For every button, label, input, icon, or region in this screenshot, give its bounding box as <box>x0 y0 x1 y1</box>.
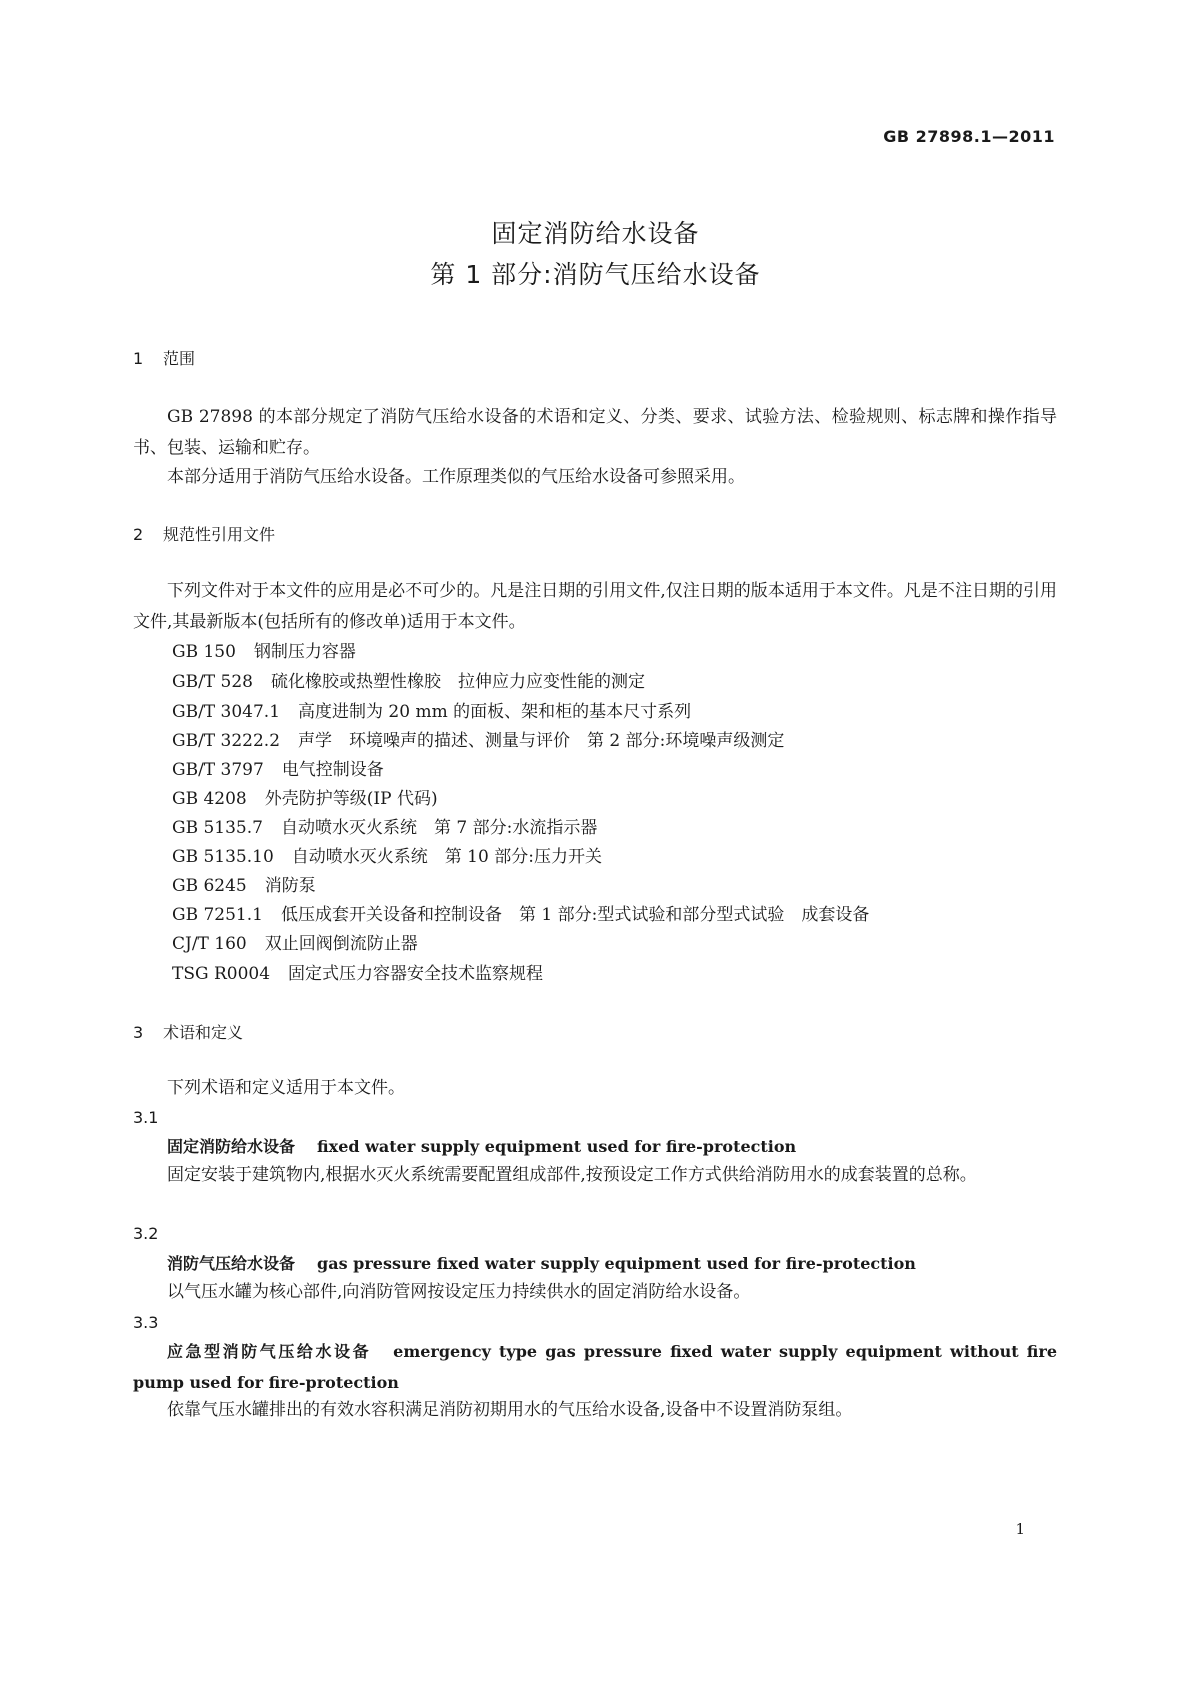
title-line-2: 第 1 部分:消防气压给水设备 <box>430 260 761 289</box>
term-title <box>133 1131 1057 1162</box>
reference-title: 高度进制为 20 mm 的面板、架和柜的基本尺寸系列 <box>298 702 692 722</box>
reference-item <box>172 755 384 780</box>
reference-item <box>172 929 418 954</box>
reference-title: 硫化橡胶或热塑性橡胶 拉伸应力应变性能的测定 <box>271 672 645 692</box>
page-number: 1 <box>1015 1520 1025 1538</box>
reference-title: 钢制压力容器 <box>253 642 356 662</box>
reference-title: 电气控制设备 <box>281 760 384 780</box>
reference-code: GB 6245 <box>172 876 247 896</box>
reference-title: 外壳防护等级(IP 代码) <box>264 789 438 809</box>
term-definition: 固定安装于建筑物内,根据水灭火系统需要配置组成部件,按预设定工作方式供给消防用水的成套装置的总称。 <box>167 1165 977 1185</box>
term-zh: 消防气压给水设备 <box>167 1254 296 1273</box>
section-title: 规范性引用文件 <box>163 525 276 544</box>
term-title <box>133 1248 1057 1279</box>
reference-title: 双止回阀倒流防止器 <box>264 934 418 954</box>
standard-code: GB 27898.1—2011 <box>883 127 1055 146</box>
reference-item <box>172 726 784 751</box>
reference-code: GB 4208 <box>172 789 247 809</box>
reference-item <box>172 959 543 984</box>
reference-item <box>172 813 597 838</box>
term-title <box>133 1336 1057 1398</box>
term-number: 3.3 <box>133 1313 159 1332</box>
section-number: 3 <box>133 1023 144 1042</box>
term-number: 3.1 <box>133 1108 159 1127</box>
reference-title: 固定式压力容器安全技术监察规程 <box>288 964 544 984</box>
reference-item <box>172 667 645 692</box>
scope-paragraph-1: GB 27898 的本部分规定了消防气压给水设备的术语和定义、分类、要求、试验方法、检验规则、标志牌和操作指导书、包装、运输和贮存。 <box>133 407 1057 458</box>
reference-title: 自动喷水灭火系统 第 10 部分:压力开关 <box>291 847 602 867</box>
reference-code: GB 5135.7 <box>172 818 263 838</box>
term-en: gas pressure fixed water supply equipment used for fire-protection <box>317 1254 916 1273</box>
title-line-1: 固定消防给水设备 <box>491 219 700 248</box>
scope-paragraph-2: 本部分适用于消防气压给水设备。工作原理类似的气压给水设备可参照采用。 <box>167 467 745 487</box>
terms-intro: 下列术语和定义适用于本文件。 <box>167 1078 405 1098</box>
term-zh: 应急型消防气压给水设备 <box>167 1342 372 1361</box>
reference-item <box>172 871 316 896</box>
reference-title: 声学 环境噪声的描述、测量与评价 第 2 部分:环境噪声级测定 <box>298 731 785 751</box>
reference-item <box>172 900 869 925</box>
reference-title: 低压成套开关设备和控制设备 第 1 部分:型式试验和部分型式试验 成套设备 <box>280 905 870 925</box>
section-title: 范围 <box>163 349 196 368</box>
term-en: fixed water supply equipment used for fire-protection <box>317 1137 797 1156</box>
section-3-heading <box>133 1020 243 1043</box>
reference-item <box>172 842 602 867</box>
reference-code: GB 5135.10 <box>172 847 274 867</box>
reference-code: CJ/T 160 <box>172 934 247 954</box>
term-en: emergency type gas pressure fixed water supply equipment without fire pump used for fire-protection <box>133 1342 1057 1392</box>
reference-code: GB/T 528 <box>172 672 253 692</box>
term-number: 3.2 <box>133 1224 159 1243</box>
section-number: 2 <box>133 525 144 544</box>
term-definition: 以气压水罐为核心部件,向消防管网按设定压力持续供水的固定消防给水设备。 <box>167 1282 751 1302</box>
reference-code: GB/T 3797 <box>172 760 264 780</box>
reference-code: TSG R0004 <box>172 964 271 984</box>
term-definition: 依靠气压水罐排出的有效水容积满足消防初期用水的气压给水设备,设备中不设置消防泵组。 <box>167 1400 853 1420</box>
reference-code: GB/T 3047.1 <box>172 702 281 722</box>
refs-intro: 下列文件对于本文件的应用是必不可少的。凡是注日期的引用文件,仅注日期的版本适用于本文件。凡是不注日期的引用文件,其最新版本(包括所有的修改单)适用于本文件。 <box>133 581 1057 632</box>
reference-item <box>172 784 438 809</box>
reference-code: GB 7251.1 <box>172 905 263 925</box>
reference-item <box>172 697 691 722</box>
section-1-heading <box>133 346 195 369</box>
reference-code: GB/T 3222.2 <box>172 731 281 751</box>
reference-code: GB 150 <box>172 642 236 662</box>
term-zh: 固定消防给水设备 <box>167 1137 296 1156</box>
reference-title: 自动喷水灭火系统 第 7 部分:水流指示器 <box>280 818 598 838</box>
section-2-heading <box>133 522 275 545</box>
reference-item <box>172 637 356 662</box>
reference-title: 消防泵 <box>264 876 316 896</box>
section-title: 术语和定义 <box>163 1023 244 1042</box>
section-number: 1 <box>133 349 144 368</box>
